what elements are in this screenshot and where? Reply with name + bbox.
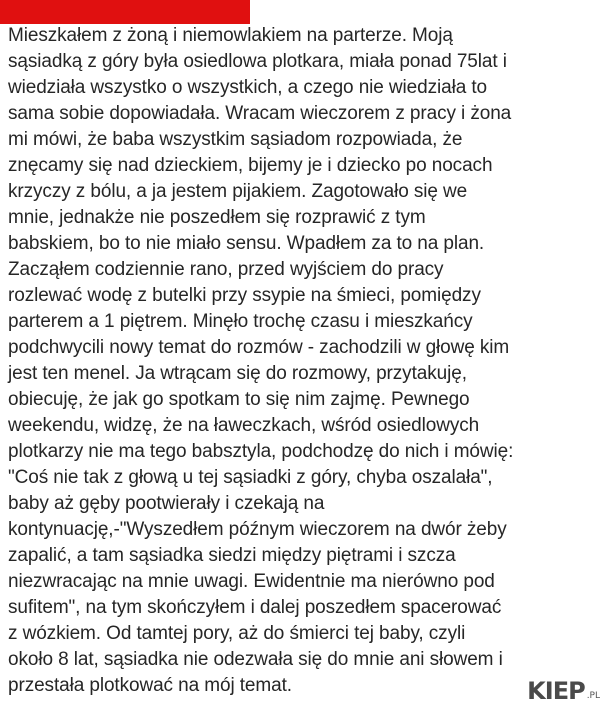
story-line: parterem a 1 piętrem. Minęło trochę czasu i mieszkańcy [8, 311, 473, 332]
top-red-bar [0, 0, 250, 24]
story-line: mnie, jednakże nie poszedłem się rozprawić z tym [8, 207, 426, 228]
watermark-logo-text: KIEP [527, 677, 585, 705]
story-line: podchwycili nowy temat do rozmów - zachodzili w głowę kim [8, 337, 510, 358]
story-line: rozlewać wodę z butelki przy ssypie na śmieci, pomiędzy [8, 285, 481, 306]
kiep-watermark-logo [523, 675, 604, 707]
story-line: Mieszkałem z żoną i niemowlakiem na parterze. Moją [8, 25, 453, 46]
story-line: obiecuję, że jak go spotkam to się nim zajmę. Pewnego [8, 389, 470, 410]
story-line: babskiem, bo to nie miało sensu. Wpadłem za to na plan. [8, 233, 485, 254]
story-line: niezwracając na mnie uwagi. Ewidentnie ma nierówno pod [8, 571, 495, 592]
story-line: baby aż gęby pootwierały i czekają na [8, 493, 325, 514]
story-line: weekendu, widzę, że na ławeczkach, wśród osiedlowych [8, 415, 480, 436]
story-line: wiedziała wszystko o wszystkich, a czego nie wiedziała to [8, 77, 488, 98]
story-text [8, 23, 608, 699]
story-line: plotkarzy nie ma tego babsztyla, podchodzę do nich i mówię: [8, 441, 514, 462]
story-line: znęcamy się nad dzieckiem, bijemy je i dziecko po nocach [8, 155, 493, 176]
story-line: sufitem", na tym skończyłem i dalej poszedłem spacerować [8, 597, 502, 618]
story-line: Zacząłem codziennie rano, przed wyjściem do pracy [8, 259, 444, 280]
story-line: sama sobie dopowiadała. Wracam wieczorem z pracy i żona [8, 103, 512, 124]
story-line: "Coś nie tak z głową u tej sąsiadki z góry, chyba oszalała", [8, 467, 493, 488]
story-line: przestała plotkować na mój temat. [8, 675, 292, 696]
watermark-tld-text: .PL [586, 691, 600, 701]
story-line: zapalić, a tam sąsiadka siedzi między piętrami i szcza [8, 545, 456, 566]
story-line: sąsiadką z góry była osiedlowa plotkara, miała ponad 75lat i [8, 51, 507, 72]
story-line: jest ten menel. Ja wtrącam się do rozmowy, przytakuję, [8, 363, 467, 384]
story-line: z wózkiem. Od tamtej pory, aż do śmierci tej baby, czyli [8, 623, 466, 644]
story-line: kontynuację,-"Wyszedłem późnym wieczorem na dwór żeby [8, 519, 507, 540]
story-line: mi mówi, że baba wszystkim sąsiadom rozpowiada, że [8, 129, 463, 150]
story-line: krzyczy z bólu, a ja jestem pijakiem. Zagotowało się we [8, 181, 468, 202]
story-line: około 8 lat, sąsiadka nie odezwała się do mnie ani słowem i [8, 649, 503, 670]
